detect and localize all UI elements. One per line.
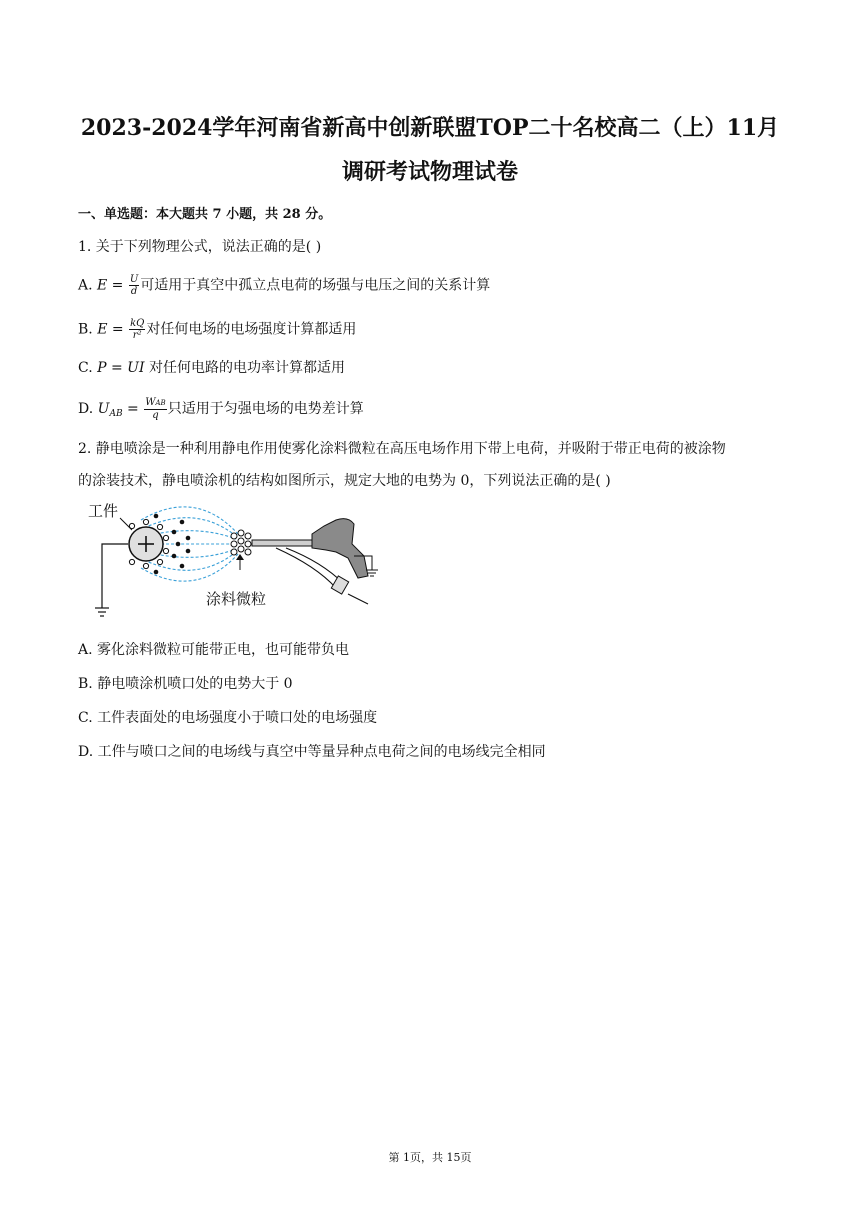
numerator-subscript: AB	[155, 399, 166, 407]
option-letter: B.	[78, 321, 98, 338]
exam-title-line2: 调研考试物理试卷	[341, 159, 518, 185]
fraction	[144, 397, 166, 421]
workpiece-label: 工件	[88, 503, 119, 520]
option-text: 对任何电场的电场强度计算都适用	[146, 321, 357, 338]
spray-gun-body	[312, 519, 368, 578]
formula-equals: =	[122, 401, 144, 417]
particles-label: 涂料微粒	[206, 591, 267, 608]
q2-option-a: A. 雾化涂料微粒可能带正电，也可能带负电	[78, 642, 350, 658]
question-1-stem: 1. 关于下列物理公式，说法正确的是( )	[78, 239, 322, 255]
fraction-denominator: q	[152, 410, 159, 421]
q2-option-c: C. 工件表面处的电场强度小于喷口处的电场强度	[78, 710, 378, 726]
numerator-symbol: W	[145, 397, 156, 408]
formula-lhs: E =	[97, 321, 129, 338]
q1-option-d	[78, 397, 364, 424]
question-2-stem-line1: 2. 静电喷涂是一种利用静电作用使雾化涂料微粒在高压电场作用下带上电荷，并吸附于带正电荷的被涂物	[78, 441, 726, 457]
hose-connector	[331, 576, 348, 594]
fraction	[129, 318, 145, 341]
fraction-denominator: r²	[132, 330, 142, 341]
section-heading: 一、单选题：本大题共 7 小题，共 28 分。	[78, 207, 332, 222]
q1-option-c	[78, 358, 345, 378]
nozzle-particle-cluster	[231, 530, 251, 555]
q1-option-b	[78, 318, 356, 341]
option-text: 对任何电路的电功率计算都适用	[144, 360, 345, 376]
question-2-stem-line2: 的涂装技术，静电喷涂机的结构如图所示，规定大地的电势为 0，下列说法正确的是( )	[78, 473, 611, 489]
q1-option-a	[78, 274, 490, 297]
fraction-numerator	[144, 397, 166, 410]
exam-title-line1: 2023-2024学年河南省新高中创新联盟TOP二十名校高二（上）11月	[80, 115, 780, 141]
spray-nozzle	[252, 540, 312, 546]
q2-option-b: B. 静电喷涂机喷口处的电势大于 0	[78, 676, 293, 692]
option-letter: D.	[78, 401, 98, 417]
formula-lhs: U	[97, 401, 110, 417]
option-letter: C.	[78, 360, 98, 376]
fraction-denominator: d	[130, 286, 138, 297]
page-footer: 第 1页，共 15页	[388, 1151, 472, 1164]
formula-lhs-subscript: AB	[109, 409, 123, 419]
option-text: 只适用于匀强电场的电势差计算	[167, 401, 364, 417]
formula-lhs: E =	[97, 277, 128, 294]
formula: P = UI	[97, 360, 145, 376]
fraction-numerator: kQ	[130, 318, 145, 329]
option-text: 可适用于真空中孤立点电荷的场强与电压之间的关系计算	[140, 277, 491, 294]
fraction	[129, 274, 139, 297]
ground-wire	[102, 544, 128, 608]
q2-option-d: D. 工件与喷口之间的电场线与真空中等量异种点电荷之间的电场线完全相同	[78, 744, 546, 760]
option-letter: A.	[78, 277, 98, 294]
fraction-numerator: U	[129, 274, 139, 285]
electrostatic-spray-diagram	[86, 496, 386, 626]
